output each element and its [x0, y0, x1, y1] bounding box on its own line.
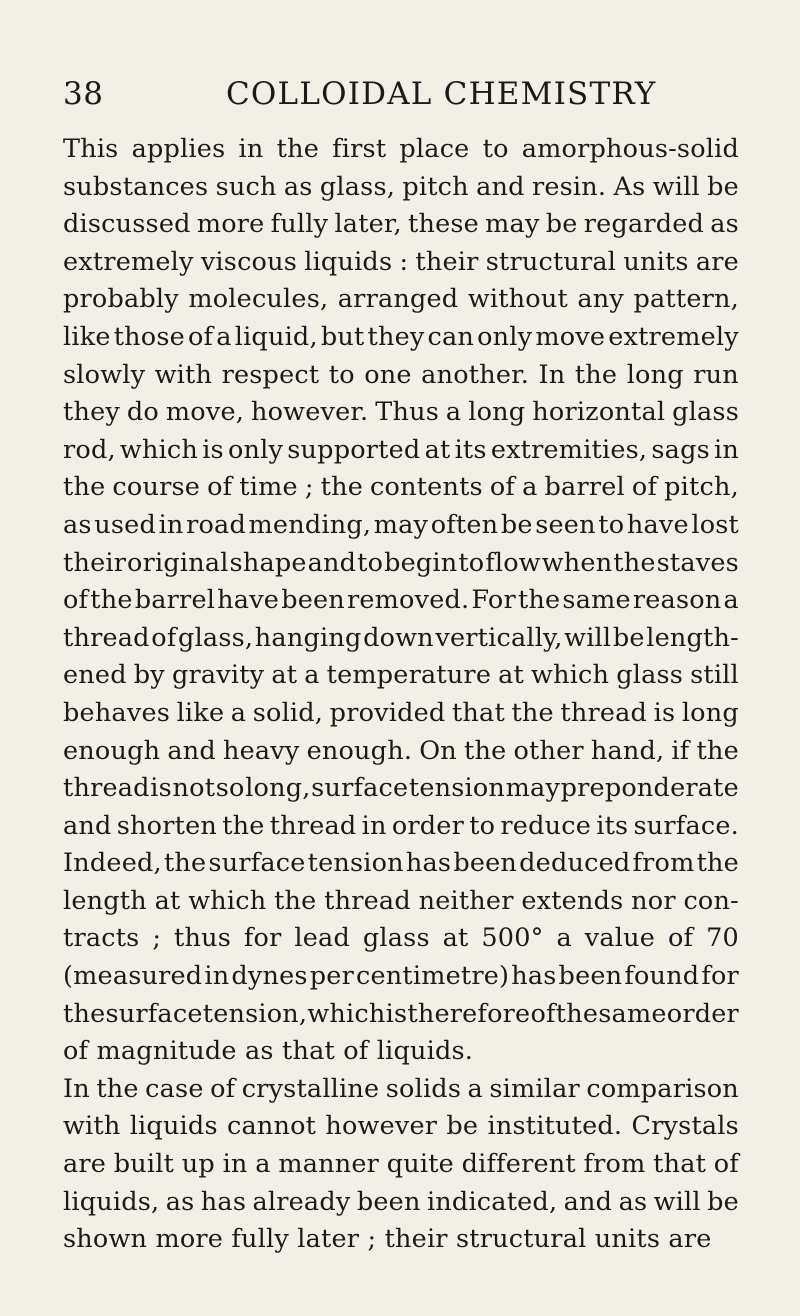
running-title: COLLOIDAL CHEMISTRY [226, 76, 657, 112]
text-line: tracts ; thus for lead glass at 500° a value of 70 [63, 923, 739, 954]
text-line: are built up in a manner quite different from that of [63, 1149, 739, 1180]
text-line: of magnitude as that of liquids. [63, 1036, 474, 1067]
text-line: Indeed, the surface tension has been deduced from the [63, 848, 739, 879]
page-header [63, 70, 738, 118]
text-line: rod, which is only supported at its extremities, sags in [63, 434, 739, 465]
text-line: discussed more fully later, these may be regarded as [63, 209, 739, 240]
text-line: the surface tension, which is therefore of the same order [63, 998, 739, 1029]
text-line: probably molecules, arranged without any pattern, [63, 284, 739, 315]
page-number: 38 [63, 76, 104, 112]
text-line: length at which the thread neither extends nor con- [63, 885, 739, 916]
text-line: and shorten the thread in order to reduce its surface. [63, 810, 739, 841]
text-line: In the case of crystalline solids a similar comparison [63, 1073, 739, 1104]
body-text [63, 131, 739, 1259]
text-line: behaves like a solid, provided that the thread is long [63, 697, 739, 728]
text-line: they do move, however. Thus a long horizontal glass [63, 397, 739, 428]
text-line: extremely viscous liquids : their structural units are [63, 246, 739, 277]
text-line: This applies in the first place to amorphous-solid [63, 134, 739, 164]
text-line: with liquids cannot however be instituted. Crystals [63, 1111, 739, 1142]
text-line: (measured in dynes per centimetre) has been found for [63, 961, 739, 992]
text-line: thread of glass, hanging down vertically, will be length- [63, 622, 739, 653]
text-line: as used in road mending, may often be seen to have lost [63, 509, 739, 540]
text-line: slowly with respect to one another. In the long run [63, 359, 739, 390]
text-line: substances such as glass, pitch and resin. As will be [63, 171, 739, 202]
text-line: enough and heavy enough. On the other hand, if the [63, 735, 739, 766]
text-line: their original shape and to begin to flow when the staves [63, 547, 739, 578]
text-line: of the barrel have been removed. For the same reason a [63, 585, 739, 616]
text-line: shown more fully later ; their structural units are [63, 1224, 712, 1255]
text-line: like those of a liquid, but they can only move extremely [63, 321, 739, 352]
text-line: ened by gravity at a temperature at which glass still [63, 660, 739, 691]
text-line: liquids, as has already been indicated, and as will be [63, 1186, 739, 1217]
text-line: thread is not so long, surface tension may preponderate [63, 773, 739, 804]
text-line: the course of time ; the contents of a barrel of pitch, [63, 472, 739, 503]
